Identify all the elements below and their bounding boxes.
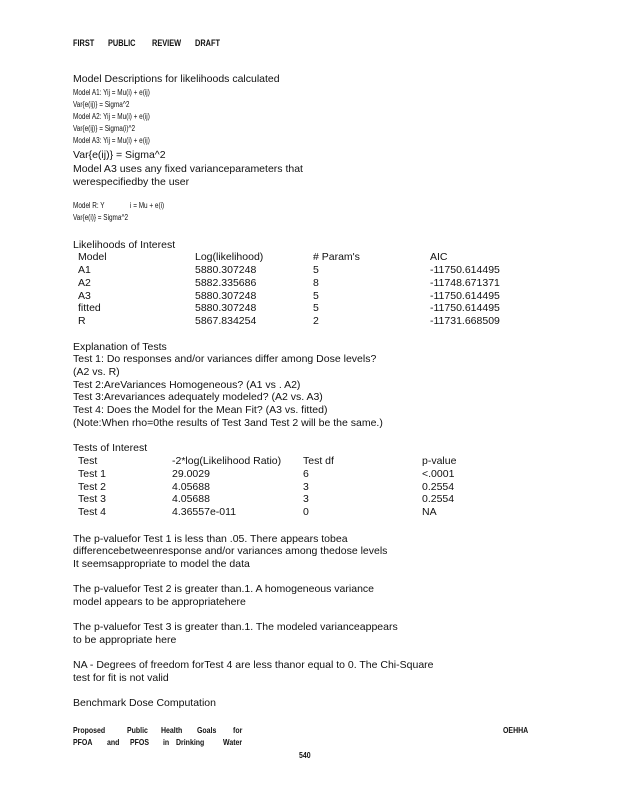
paragraph-line: differencebetweenresponse and/or variances among thedose levels [73,545,388,557]
cell: 2 [313,315,319,327]
column-header: p-value [422,455,457,467]
cell: 0.2554 [422,481,455,493]
a3-note: werespecifiedby the user [73,176,190,188]
cell: 4.05688 [172,481,210,493]
cell: 5880.307248 [195,302,257,314]
cell: 5880.307248 [195,290,257,302]
model-line: Model A3: Yij = Mu(i) + e(ij) [73,136,150,145]
paragraph-line: NA - Degrees of freedom forTest 4 are less thanor equal to 0. The Chi-Square [73,659,434,671]
explanation-line: Test 1: Do responses and/or variances differ among Dose levels? [73,353,377,365]
column-header: # Param's [313,251,360,263]
cell: R [78,315,86,327]
cell: Test 3 [78,493,107,505]
cell: 0.2554 [422,493,455,505]
paragraph-line: The p-valuefor Test 1 is less than .05. There appears tobea [73,533,348,545]
footer-word: and [107,737,120,747]
page-number: 540 [299,750,311,760]
cell: NA [422,506,437,518]
cell: 5 [313,264,319,276]
column-header: Model [78,251,107,263]
explanation-note: (Note:When rho=0the results of Test 3and Test 2 will be the same.) [73,417,383,429]
cell: A3 [78,290,91,302]
model-line: Model A2: Yij = Mu(i) + e(ij) [73,112,150,121]
footer-agency: OEHHA [503,725,529,735]
paragraph-line: to be appropriate here [73,634,177,646]
cell: fitted [78,302,101,314]
cell: -11731.668509 [430,315,500,327]
paragraph-line: The p-valuefor Test 3 is greater than.1. The modeled varianceappears [73,621,398,633]
paragraph-line: test for fit is not valid [73,672,169,684]
bmd-heading: Benchmark Dose Computation [73,697,216,709]
explanation-line: Test 4: Does the Model for the Mean Fit? (A3 vs. fitted) [73,404,328,416]
footer-word: Proposed [73,725,106,735]
footer-word: Public [127,725,148,735]
cell: 5867.834254 [195,315,257,327]
cell: 6 [303,468,309,480]
cell: A2 [78,277,91,289]
model-line: Var{e(ij)} = Sigma(i)^2 [73,124,136,133]
cell: Test 1 [78,468,107,480]
cell: 5880.307248 [195,264,257,276]
a3-note: Model A3 uses any fixed varianceparameters that [73,163,303,175]
footer-word: Water [223,737,243,747]
cell: Test 2 [78,481,107,493]
paragraph-line: The p-valuefor Test 2 is greater than.1. A homogeneous variance [73,583,374,595]
cell: 4.36557e-011 [172,506,237,518]
footer-word: Goals [197,725,217,735]
model-line: Model A1: Yij = Mu(i) + e(ij) [73,88,150,97]
cell: -11750.614495 [430,264,500,276]
cell: 5882.335686 [195,277,257,289]
cell: 5 [313,290,319,302]
footer-word: PFOS [130,737,149,747]
column-header: Log(likelihood) [195,251,264,263]
header-word: PUBLIC [108,38,136,48]
column-header: Test [78,455,98,467]
model-r-var: Var{e(i)} = Sigma^2 [73,213,128,222]
model-descriptions-heading: Model Descriptions for likelihoods calculated [73,73,280,85]
paragraph-line: model appears to be appropriatehere [73,596,246,608]
footer-word: Drinking [176,737,205,747]
explanation-line: (A2 vs. R) [73,366,120,378]
column-header: AIC [430,251,448,263]
header-word: REVIEW [152,38,182,48]
footer-word: PFOA [73,737,93,747]
model-r-line: Model R: Y [73,201,105,210]
cell: 29.0029 [172,468,210,480]
explanation-line: Test 2:AreVariances Homogeneous? (A1 vs . A2) [73,379,301,391]
footer-word: in [163,737,170,747]
footer-word: Health [161,725,183,735]
cell: -11750.614495 [430,302,500,314]
header-word: DRAFT [195,38,221,48]
model-line: Var{e(ij)} = Sigma^2 [73,100,130,109]
header-word: FIRST [73,38,95,48]
cell: <.0001 [422,468,455,480]
likelihoods-title: Likelihoods of Interest [73,239,176,251]
column-header: -2*log(Likelihood Ratio) [172,455,282,467]
cell: 4.05688 [172,493,210,505]
cell: A1 [78,264,91,276]
tests-title: Tests of Interest [73,442,148,454]
model-var-line: Var{e(ij)} = Sigma^2 [73,149,166,161]
footer-word: for [233,725,243,735]
explanation-title: Explanation of Tests [73,341,167,353]
explanation-line: Test 3:Arevariances adequately modeled? (A2 vs. A3) [73,391,323,403]
cell: -11748.671371 [430,277,500,289]
cell: 8 [313,277,319,289]
cell: 0 [303,506,309,518]
model-r-line: i = Mu + e(i) [130,201,165,210]
column-header: Test df [303,455,334,467]
cell: 5 [313,302,319,314]
cell: -11750.614495 [430,290,500,302]
cell: Test 4 [78,506,107,518]
cell: 3 [303,481,309,493]
cell: 3 [303,493,309,505]
paragraph-line: It seemsappropriate to model the data [73,558,250,570]
